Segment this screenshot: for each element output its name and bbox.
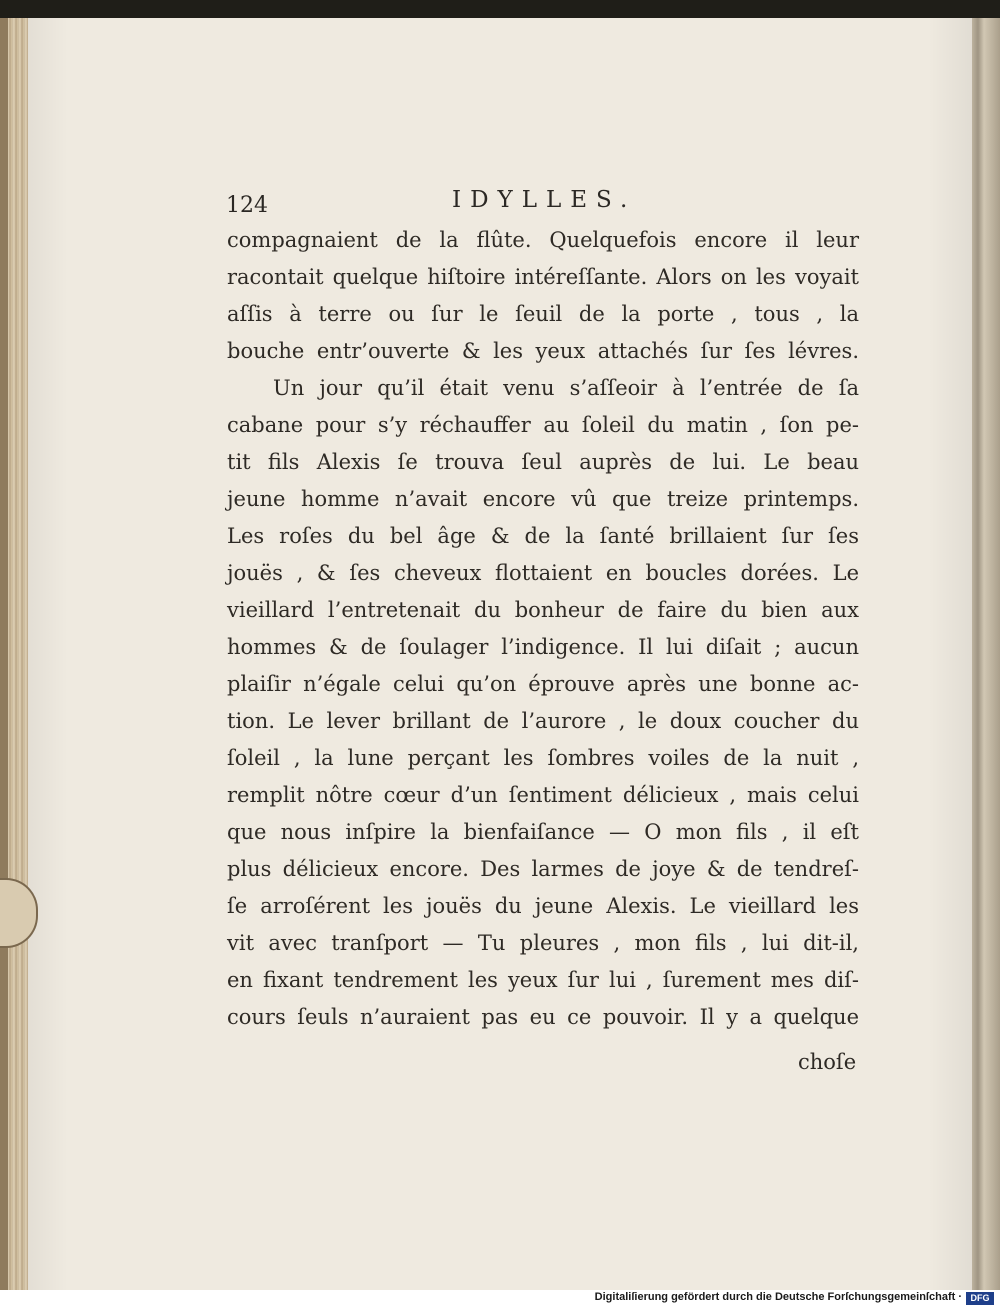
text-line: cours ſeuls n’auraient pas eu ce pouvoir. Il y a quelque — [227, 1005, 859, 1029]
page-number: 124 — [226, 193, 268, 218]
text-line: cabane pour s’y réchauffer au ſoleil du matin , ſon pe- — [227, 413, 859, 437]
text-line: plus délicieux encore. Des larmes de joye & de tendreſ- — [227, 857, 859, 881]
text-line: racontait quelque hiſtoire intéreſſante. Alors on les voyait — [227, 265, 859, 289]
text-line: plaiſir n’égale celui qu’on éprouve après une bonne ac- — [227, 672, 859, 696]
text-line: bouche entr’ouverte & les yeux attachés ſur ſes lévres. — [227, 339, 859, 363]
text-line: aſſis à terre ou ſur le ſeuil de la porte , tous , la — [227, 302, 859, 326]
running-head: IDYLLES. — [452, 187, 637, 213]
body-text — [227, 222, 859, 1036]
catchword: choſe — [798, 1050, 857, 1074]
text-line: hommes & de ſoulager l’indigence. Il lui diſait ; aucun — [227, 635, 859, 659]
text-line: compagnaient de la flûte. Quelquefois encore il leur — [227, 228, 859, 252]
text-line: tion. Le lever brillant de l’aurore , le doux coucher du — [227, 709, 859, 733]
scan-top-border — [0, 0, 1000, 18]
text-line: ſoleil , la lune perçant les ſombres voiles de la nuit , — [227, 746, 859, 770]
text-line: remplit nôtre cœur d’un ſentiment délicieux , mais celui — [227, 783, 859, 807]
book-page-edges-right — [972, 18, 1000, 1290]
text-line: jeune homme n’avait encore vû que treize printemps. — [227, 487, 859, 511]
funding-notice: Digitaliſierung gefördert durch die Deutsche Forſchungsgemeinſchaft · — [594, 1291, 962, 1303]
text-line: Les roſes du bel âge & de la ſanté brillaient ſur ſes — [227, 524, 859, 548]
dfg-logo: DFG — [966, 1292, 994, 1305]
text-line: vit avec tranſport — Tu pleures , mon fils , lui dit-il, — [227, 931, 859, 955]
text-line: en fixant tendrement les yeux ſur lui , ſurement mes diſ- — [227, 968, 859, 992]
paragraph-first-line: Un jour qu’il était venu s’aſſeoir à l’entrée de ſa — [273, 376, 859, 400]
text-line: ſe arroſérent les jouës du jeune Alexis. Le vieillard les — [227, 894, 859, 918]
text-line: jouës , & ſes cheveux flottaient en boucles dorées. Le — [227, 561, 859, 585]
book-spine-shadow — [0, 18, 8, 1290]
text-line: tit fils Alexis ſe trouva ſeul auprès de lui. Le beau — [227, 450, 859, 474]
text-line: vieillard l’entretenait du bonheur de faire du bien aux — [227, 598, 859, 622]
text-line: que nous inſpire la bienfaiſance — O mon fils , il eſt — [227, 820, 859, 844]
